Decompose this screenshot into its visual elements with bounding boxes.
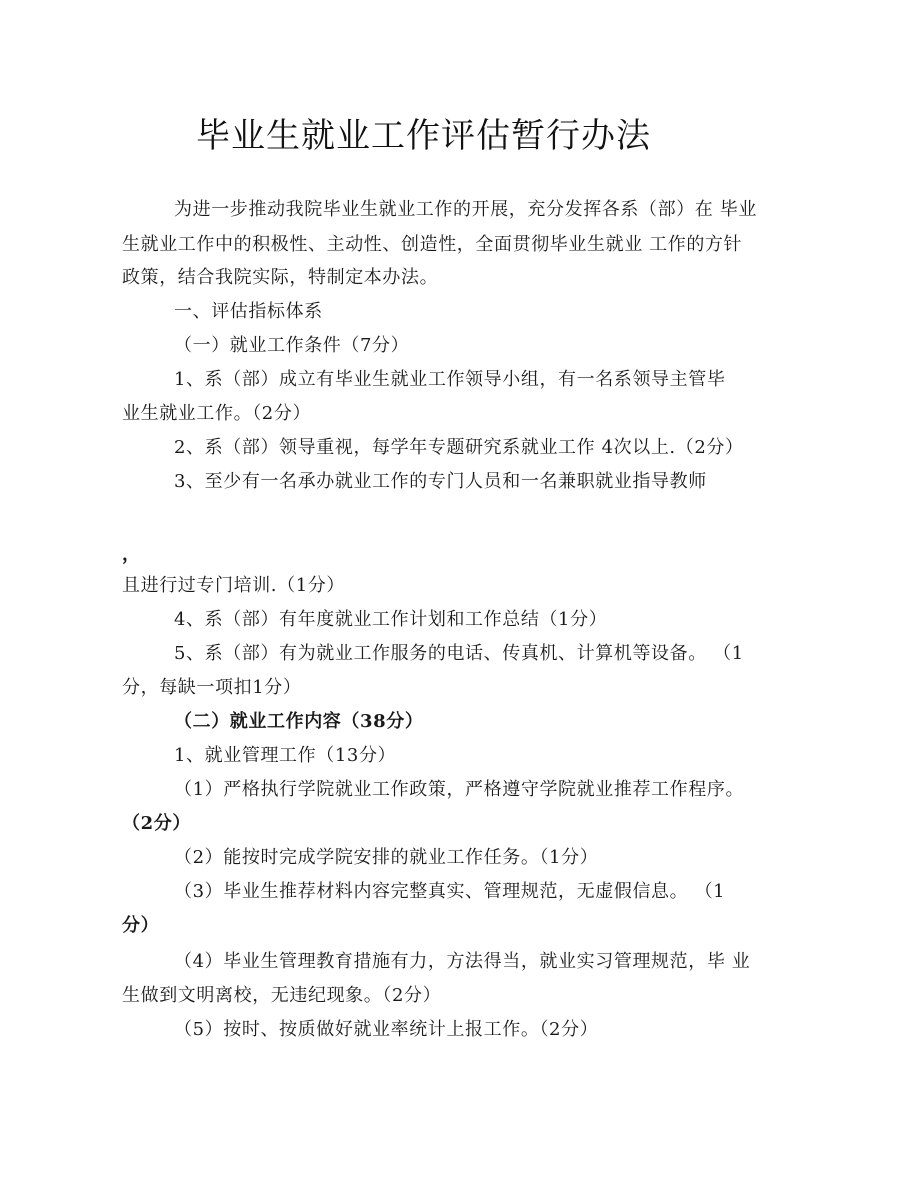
list-item: 1、系（部）成立有毕业生就业工作领导小组，有一名系领导主管毕 [174, 369, 726, 390]
subsection-heading: （一）就业工作条件（7分） [174, 335, 410, 356]
list-item: （1）严格执行学院就业工作政策，严格遵守学院就业推荐工作程序。 [174, 779, 745, 800]
intro-line-2: 生就业工作中的积极性、主动性、创造性，全面贯彻毕业生就业 工作的方针 [122, 234, 743, 255]
intro-line-1: 为进一步推动我院毕业生就业工作的开展，充分发挥各系（部）在 毕业 [174, 199, 757, 220]
list-item: （2）能按时完成学院安排的就业工作任务。（1分） [174, 847, 599, 868]
stray-comma: ， [122, 544, 140, 565]
list-item: 2、系（部）领导重视，每学年专题研究系就业工作 4次以上.（2分） [174, 437, 744, 458]
list-item-continuation: 分，每缺一项扣1分） [122, 677, 302, 698]
list-item: 4、系（部）有年度就业工作计划和工作总结（1分） [174, 609, 608, 630]
list-item-continuation: 生做到文明离校，无违纪现象。（2分） [122, 985, 442, 1006]
list-item: （3）毕业生推荐材料内容完整真实、管理规范，无虚假信息。 （1 [174, 881, 726, 902]
list-item-continuation: （2分） [122, 813, 191, 834]
section-heading: 一、评估指标体系 [174, 301, 323, 322]
list-item-continuation: 业生就业工作。（2分） [122, 403, 312, 424]
list-item-continuation: 且进行过专门培训.（1分） [122, 575, 345, 596]
intro-line-3: 政策，结合我院实际，特制定本办法。 [122, 267, 439, 288]
list-item: （4）毕业生管理教育措施有力，方法得当，就业实习管理规范，毕 业 [174, 951, 751, 972]
document-title: 毕业生就业工作评估暂行办法 [196, 116, 651, 156]
list-item: 1、就业管理工作（13分） [174, 745, 397, 766]
list-item-continuation: 分） [122, 915, 160, 936]
list-item: 3、至少有一名承办就业工作的专门人员和一名兼职就业指导教师 [174, 471, 707, 492]
list-item: （5）按时、按质做好就业率统计上报工作。（2分） [174, 1019, 599, 1040]
subsection-heading: （二）就业工作内容（38分） [174, 711, 424, 732]
list-item: 5、系（部）有为就业工作服务的电话、传真机、计算机等设备。 （1 [174, 643, 744, 664]
